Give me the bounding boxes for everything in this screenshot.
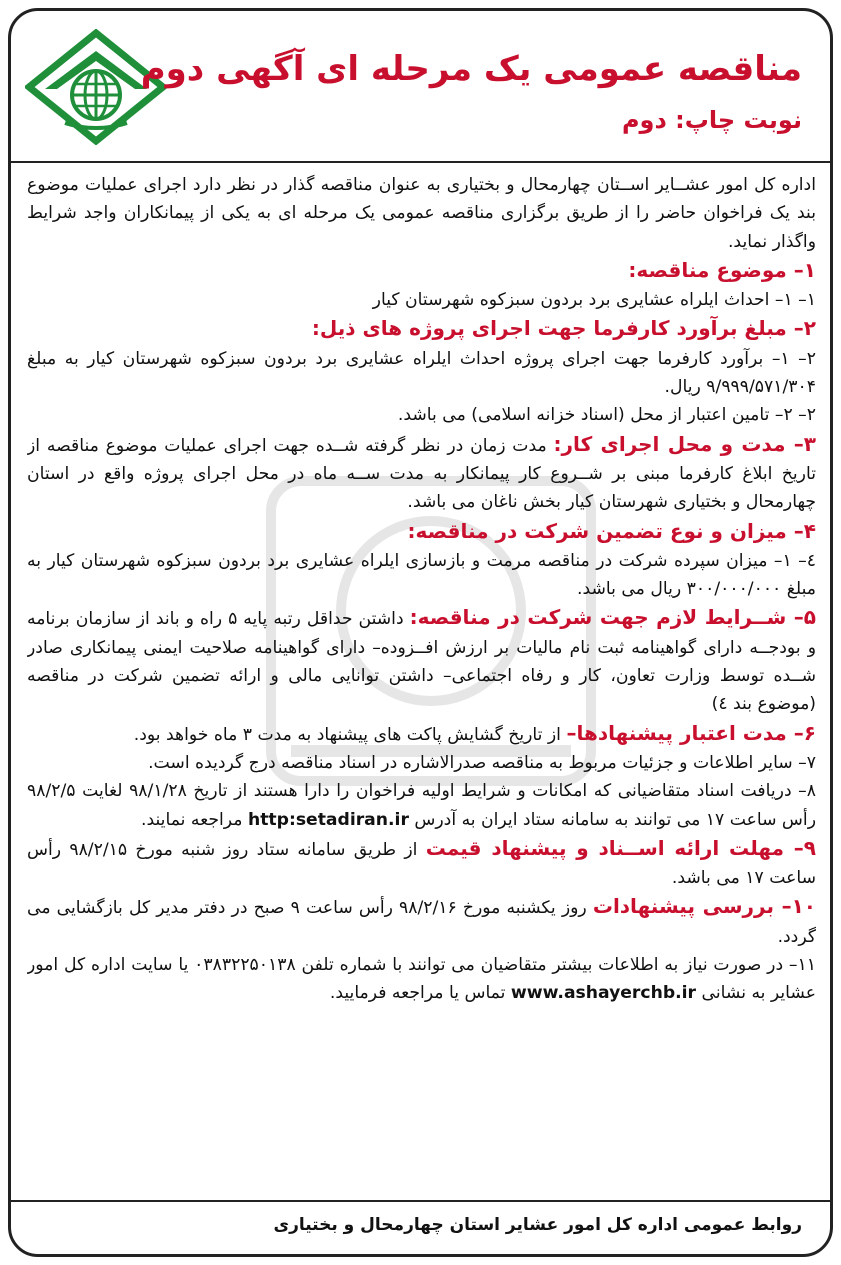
notice-body (27, 171, 816, 1196)
section-1-item-1: ۱– ۱– احداث ایلراه عشایری برد بردون سبزکوه شهرستان کیار (372, 290, 816, 311)
section-7-text: ۷– سایر اطلاعات و جزئیات مربوط به مناقصه صدرالاشاره در اسناد مناقصه درج گردیده است. (148, 752, 816, 773)
public-relations-signature: روابط عمومی اداره کل امور عشایر استان چهارمحال و بختیاری (273, 1215, 802, 1235)
section-3-text: مدت زمان در نظر گرفته شــده جهت اجرای عملیات موضوع مناقصه از تاریخ ابلاغ کارفرما مبنی بر شــروع کار پیمانکار به مدت ســه ماه در محل اجرای پروژه واقع در استان چهارمحال و بختیاری شهرستان کیار بخش ناغان می باشد. (27, 435, 816, 513)
section-1-heading: ۱– موضوع مناقصه: (628, 257, 816, 282)
notice-footer (11, 1200, 830, 1254)
notice-header (11, 11, 830, 163)
section-6-text: از تاریخ گشایش پاکت های پیشنهاد به مدت ۳ ماه خواهد بود. (133, 724, 561, 745)
intro-paragraph: اداره کل امور عشــایر اســتان چهارمحال و بختیاری به عنوان مناقصه گذار در نظر دارد اجرای عملیات موضوع بند یک فراخوان حاضر را از طریق برگزاری مناقصه عمومی یک مرحله ای به یکی از پیمانکاران واجد شرایط واگذار نماید. (27, 175, 816, 252)
section-10-heading: ۱۰– بررسی پیشنهادات (592, 894, 816, 919)
section-5-heading: ۵– شــرایط لازم جهت شرکت در مناقصه: (409, 605, 816, 630)
section-3-heading: ۳– مدت و محل اجرای کار: (553, 431, 816, 456)
section-8-tail: مراجعه نمایند. (141, 809, 243, 830)
section-9-text: از طریق سامانه ستاد روز شنبه مورخ ۹۸/۲/۱۵ رأس ساعت ۱۷ می باشد. (27, 839, 816, 889)
section-2-heading: ۲– مبلغ برآورد کارفرما جهت اجرای پروژه های ذیل: (311, 316, 816, 341)
section-6-heading: ۶– مدت اعتبار پیشنهادها– (566, 720, 816, 745)
section-11-tail: تماس یا مراجعه فرمایید. (329, 983, 506, 1004)
notice-frame (8, 8, 833, 1257)
section-4-item-1: ٤– ١– میزان سپرده شرکت در مناقصه مرمت و بازسازی ایلراه عشایری برد بردون سبزکوه شهرستان کیار به مبلغ ۳۰۰/۰۰۰/۰۰۰ ریال می باشد. (27, 550, 816, 600)
section-4-heading: ۴– میزان و نوع تضمین شرکت در مناقصه: (407, 518, 816, 543)
section-9-heading: ۹– مهلت ارائه اســناد و پیشنهاد قیمت (425, 835, 816, 860)
ashayer-website-link[interactable]: www.ashayerchb.ir (510, 983, 697, 1004)
notice-title: مناقصه عمومی یک مرحله ای آگهی دوم (140, 49, 802, 89)
section-11-text: ۱۱– در صورت نیاز به اطلاعات بیشتر متقاضیان می توانند با شماره تلفن ۰۳۸۳۲۲۵۰۱۳۸ یا سایت اداره کل امور عشایر به نشانی (27, 955, 816, 1004)
section-5-text: داشتن حداقل رتبه پایه ۵ راه و باند از سازمان برنامه و بودجــه دارای گواهینامه ثبت نام مالیات بر ارزش افــزوده– دارای گواهینامه صلاحیت ایمنی پیمانکاری صادر شــده توسط وزارت تعاون، کار و رفاه اجتماعی– داشتن توانایی مالی و ارائه تضمین شرکت در مناقصه (موضوع بند ٤) (27, 609, 816, 715)
print-round: نوبت چاپ: دوم (621, 106, 802, 134)
setadiran-link[interactable]: http:setadiran.ir (247, 809, 409, 830)
section-8-text: ۸– دریافت اسناد متقاضیانی که امکانات و شرایط اولیه فراخوان را دارا هستند از تاریخ ۹۸/۱/۲۸ لغایت ۹۸/۲/۵ رأس ساعت ۱۷ می توانند به سامانه ستاد ایران به آدرس (27, 781, 816, 830)
section-2-item-1: ۲– ۱– برآورد کارفرما جهت اجرای پروژه احداث ایلراه عشایری برد بردون سبزکوه شهرستان کیار به مبلغ ۹/۹۹۹/۵۷۱/۳۰۴ ریال. (27, 348, 816, 398)
section-10-text: روز یکشنبه مورخ ۹۸/۲/۱۶ رأس ساعت ۹ صبح در دفتر مدیر کل بازگشایی می گردد. (27, 898, 816, 947)
section-2-item-2: ۲– ۲– تامین اعتبار از محل (اسناد خزانه اسلامی) می باشد. (397, 405, 816, 426)
